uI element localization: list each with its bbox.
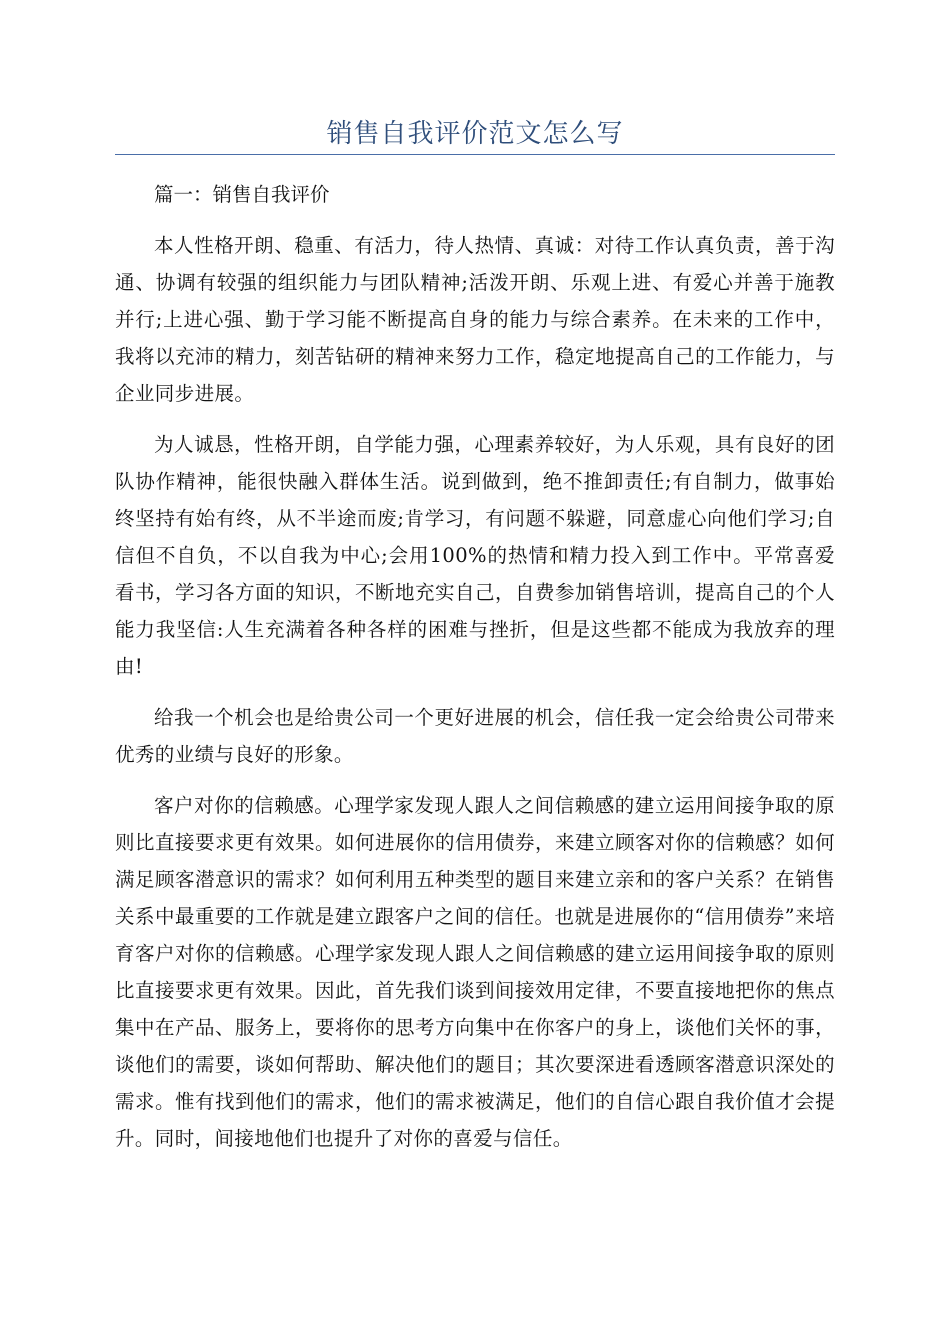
paragraph-2: 为人诚恳，性格开朗，自学能力强，心理素养较好，为人乐观，具有良好的团队协作精神，能很快融入群体生活。说到做到，绝不推卸责任;有自制力，做事始终坚持有始有终，从不半途而废;肯学习，有问题不躲避，同意虚心向他们学习;自信但不自负，不以自我为中心;会用100%的热情和精力投入到工作中。平常喜爱看书，学习各方面的知识，不断地充实自己，自费参加销售培训，提高自己的个人能力我坚信:人生充满着各种各样的困难与挫折，但是这些都不能成为我放弃的理由! (115, 433, 835, 678)
document-title: 销售自我评价范文怎么写 (326, 119, 624, 149)
paragraph-1: 本人性格开朗、稳重、有活力，待人热情、真诚：对待工作认真负责，善于沟通、协调有较强的组织能力与团队精神;活泼开朗、乐观上进、有爱心并善于施教并行;上进心强、勤于学习能不断提高自身的能力与综合素养。在未来的工作中，我将以充沛的精力，刻苦钻研的精神来努力工作，稳定地提高自己的工作能力，与企业同步进展。 (115, 234, 835, 405)
document-body (115, 176, 835, 1171)
paragraph-4: 客户对你的信赖感。心理学家发现人跟人之间信赖感的建立运用间接争取的原则比直接要求更有效果。如何进展你的信用债券，来建立顾客对你的信赖感？如何满足顾客潜意识的需求？如何利用五种类型的题目来建立亲和的客户关系？在销售关系中最重要的工作就是建立跟客户之间的信任。也就是进展你的“信用债券”来培育客户对你的信赖感。心理学家发现人跟人之间信赖感的建立运用间接争取的原则比直接要求更有效果。因此，首先我们谈到间接效用定律，不要直接地把你的焦点集中在产品、服务上，要将你的思考方向集中在你客户的身上，谈他们关怀的事，谈他们的需要，谈如何帮助、解决他们的题目；其次要深进看透顾客潜意识深处的需求。惟有找到他们的需求，他们的需求被满足，他们的自信心跟自我价值才会提升。同时，间接地他们也提升了对你的喜爱与信任。 (115, 794, 835, 1150)
section-heading: 篇一：销售自我评价 (154, 183, 330, 206)
paragraph-3: 给我一个机会也是给贵公司一个更好进展的机会，信任我一定会给贵公司带来优秀的业绩与良好的形象。 (115, 706, 835, 766)
title-underline (115, 154, 835, 155)
